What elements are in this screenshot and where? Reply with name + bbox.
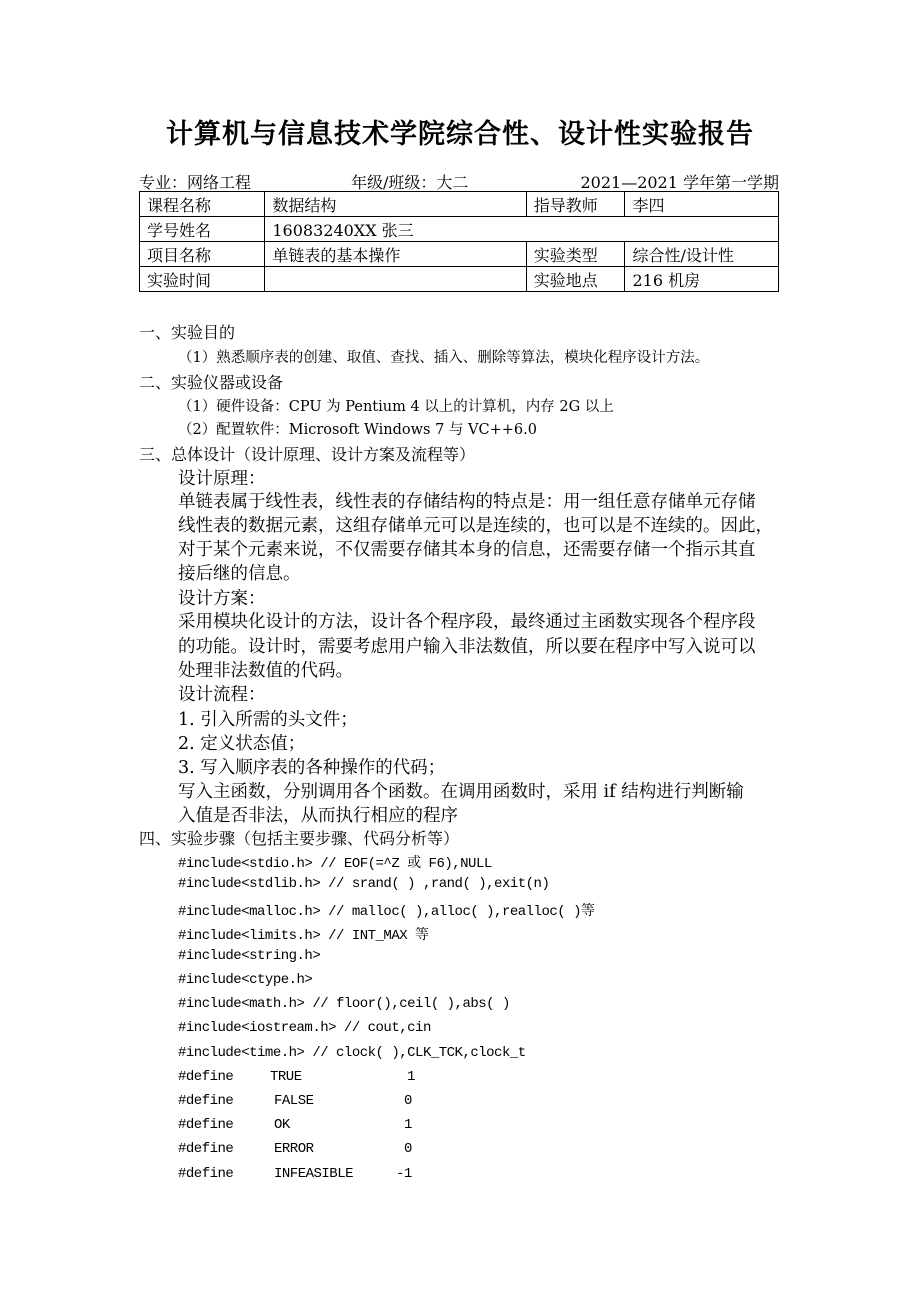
body-line: 对于某个元素来说，不仅需要存储其本身的信息，还需要存储一个指示其直 [178,540,756,560]
code-define-line [178,1069,415,1085]
section-heading: 三、总体设计（设计原理、设计方案及流程等） [139,445,476,464]
table-row [140,242,779,267]
table-cell: 16083240XX 张三 [265,217,779,242]
table-row [140,192,779,217]
define-name: FALSE [274,1093,314,1109]
define-keyword: #define [178,1069,234,1085]
table-cell [265,267,526,292]
body-line: 设计原理： [178,469,266,489]
body-line: 处理非法数值的代码。 [178,661,353,681]
body-line: 线性表的数据元素，这组存储单元可以是连续的，也可以是不连续的。因此， [178,516,773,536]
code-line: #include<stdlib.h> // srand( ) ,rand( ),exit(n) [178,876,550,892]
define-value: 1 [404,1117,412,1133]
table-cell: 单链表的基本操作 [265,242,526,267]
table-row [140,217,779,242]
table-cell: 实验时间 [140,267,265,292]
report-meta [139,170,779,192]
table-cell: 课程名称 [140,192,265,217]
code-define-line [178,1093,412,1109]
define-value: 0 [404,1093,412,1109]
table-cell: 实验地点 [526,267,625,292]
term-label: 2021—2021 学年第一学期 [580,173,779,192]
table-row [140,267,779,292]
section-item: （2）配置软件：Microsoft Windows 7 与 VC++6.0 [178,422,537,438]
course-info-table [139,191,779,292]
grade-label: 年级/班级：大二 [351,173,469,192]
section-heading: 二、实验仪器或设备 [139,373,284,392]
define-keyword: #define [178,1166,234,1182]
body-line: 单链表属于线性表，线性表的存储结构的特点是：用一组任意存储单元存储 [178,492,756,512]
code-line: #include<time.h> // clock( ),CLK_TCK,clock_t [178,1045,526,1061]
report-title: 计算机与信息技术学院综合性、设计性实验报告 [166,119,754,150]
section-heading: 一、实验目的 [139,323,236,342]
code-line: #include<limits.h> // INT_MAX 等 [178,928,429,944]
body-line: 2. 定义状态值； [178,734,306,754]
define-name: TRUE [270,1069,302,1085]
table-cell: 李四 [625,192,779,217]
table-cell: 实验类型 [526,242,625,267]
code-line: #include<malloc.h> // malloc( ),alloc( ),realloc( )等 [178,904,595,920]
code-line: #include<math.h> // floor(),ceil( ),abs( ) [178,996,510,1012]
table-cell: 数据结构 [265,192,526,217]
define-keyword: #define [178,1117,234,1133]
table-cell: 指导教师 [526,192,625,217]
code-define-line [178,1141,412,1157]
define-value: 0 [404,1141,412,1157]
body-line: 设计方案： [178,589,266,609]
table-cell: 216 机房 [625,267,779,292]
code-line: #include<string.h> [178,948,321,964]
section-item: （1）熟悉顺序表的创建、取值、查找、插入、删除等算法，模块化程序设计方法。 [178,350,710,366]
code-line: #include<stdio.h> // EOF(=^Z 或 F6),NULL [178,856,492,872]
body-line: 的功能。设计时，需要考虑用户输入非法数值，所以要在程序中写入说可以 [178,637,756,657]
body-line: 采用模块化设计的方法，设计各个程序段，最终通过主函数实现各个程序段 [178,612,756,632]
major-label: 专业：网络工程 [139,173,252,192]
code-define-line [178,1117,412,1133]
code-line: #include<iostream.h> // cout,cin [178,1020,431,1036]
body-line: 接后继的信息。 [178,564,301,584]
define-name: OK [274,1117,290,1133]
body-line: 3. 写入顺序表的各种操作的代码； [178,758,446,778]
section-heading: 四、实验步骤（包括主要步骤、代码分析等） [139,829,460,848]
body-line: 设计流程： [178,685,266,705]
table-cell: 学号姓名 [140,217,265,242]
section-item: （1）硬件设备：CPU 为 Pentium 4 以上的计算机，内存 2G 以上 [178,399,614,415]
define-name: ERROR [274,1141,314,1157]
table-cell: 综合性/设计性 [625,242,779,267]
code-line: #include<ctype.h> [178,972,313,988]
body-line: 入值是否非法，从而执行相应的程序 [178,806,458,826]
define-value: -1 [396,1166,412,1182]
define-keyword: #define [178,1093,234,1109]
define-keyword: #define [178,1141,234,1157]
define-value: 1 [407,1069,415,1085]
define-name: INFEASIBLE [274,1166,354,1182]
body-line: 写入主函数，分别调用各个函数。在调用函数时，采用 if 结构进行判断输 [178,782,744,802]
body-line: 1. 引入所需的头文件； [178,710,358,730]
code-define-line [178,1166,412,1182]
table-cell: 项目名称 [140,242,265,267]
